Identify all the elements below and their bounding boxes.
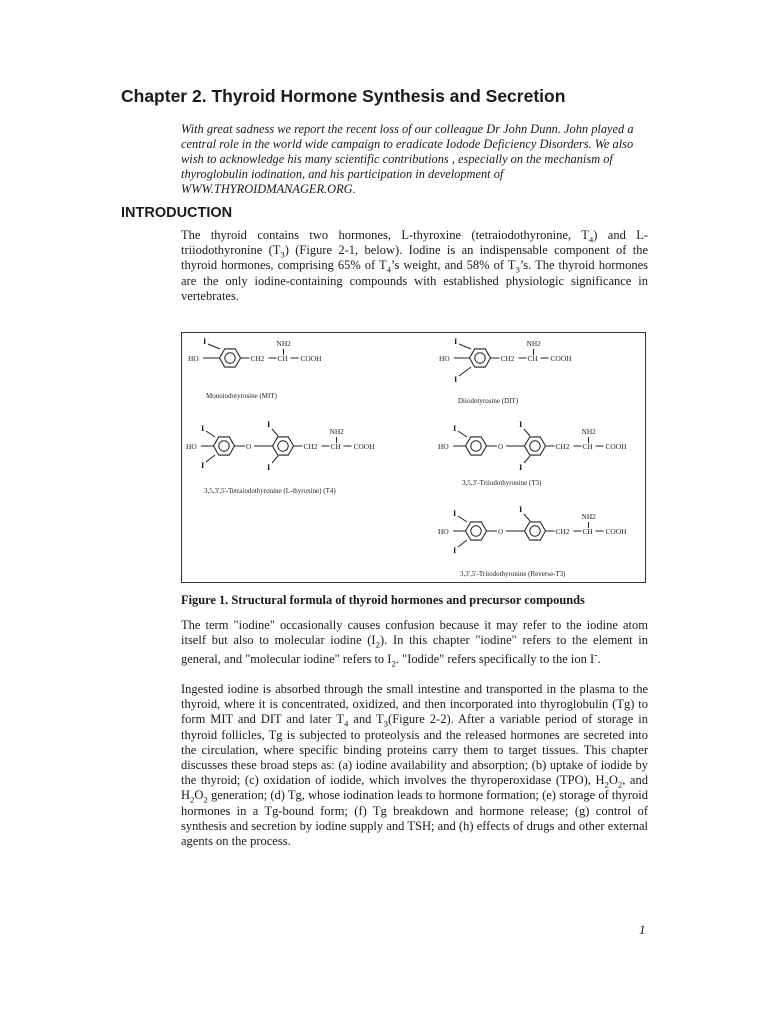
mit-benzene-ring	[220, 349, 241, 367]
bond-line	[272, 429, 278, 436]
subscript: 3	[515, 264, 520, 275]
amine-group-label: NH2	[581, 427, 596, 436]
paragraph-text-part: Ingested iodine is absorbed through the small intestine and transported in the plasma to the thyroid, where it is concentrated, oxidized, and then incorporated into thyroglobulin (Tg) to form MIT and DIT and later T	[181, 682, 648, 727]
subscript: 2	[604, 779, 609, 790]
figure-caption: Figure 1. Structural formula of thyroid hormones and precursor compounds	[181, 593, 585, 607]
carboxyl-group-label: COOH	[353, 442, 375, 451]
t4-iodine-label: I	[267, 419, 271, 429]
t4-inner-ring	[214, 437, 235, 455]
ether-oxygen-label: O	[498, 527, 504, 536]
rt3-iodine-label: I	[519, 504, 523, 514]
aromatic-circle	[471, 441, 481, 451]
aromatic-circle	[278, 441, 288, 451]
sidechain-ch2-label: CH2	[555, 527, 570, 536]
dit-benzene-ring	[470, 349, 491, 367]
intro-text-part: ’s weight, and 58% of T	[391, 258, 516, 273]
bond-line	[524, 456, 530, 463]
hydroxyl-label: HO	[439, 354, 450, 363]
t3-iodine-label: I	[519, 462, 523, 472]
subscript: 2	[391, 659, 396, 670]
alpha-carbon-label: CH	[582, 527, 593, 536]
t3-outer-ring	[525, 437, 546, 455]
paragraph-text-part: and T	[348, 712, 384, 727]
mit-iodine-label: I	[203, 336, 207, 346]
bond-line	[459, 367, 471, 376]
t4-iodine-label: I	[201, 460, 205, 470]
dedication-note: With great sadness we report the recent loss of our colleague Dr John Dunn. John played a central role in the world wide campaign to eradicate Iodode Deficiency Disorders. We also wish to acknowledge his many scientific contributions , especially on the mechanism of thyroglobulin iodination, and his participation in development of WWW.THYROIDMANAGER.ORG.	[181, 122, 634, 196]
amine-group-label: NH2	[329, 427, 344, 436]
amine-group-label: NH2	[276, 339, 291, 348]
t4-iodine-label: I	[267, 462, 271, 472]
superscript: -	[594, 650, 598, 662]
chapter-title: Chapter 2. Thyroid Hormone Synthesis and Secretion	[121, 86, 566, 106]
bond-line	[524, 514, 530, 521]
aromatic-circle	[225, 353, 235, 363]
subscript: 2	[203, 794, 208, 805]
paragraph-text-part: The term "iodine" occasionally causes confusion because it may refer to the iodine atom itself but also to molecular iodine (I	[181, 618, 648, 648]
iodine-metabolism-paragraph	[181, 682, 648, 849]
bond-line	[524, 429, 530, 436]
paragraph-text-part: (Figure 2-2). After a variable period of storage in thyroid follicles, Tg is subjected to proteolysis and the released hormones are secreted into the circulation, where specific binding proteins carry them to target tissues. This chapter discusses these broad steps as: (a) iodine availability and absorption; (b) uptake of iodide by the thyroid; (c) oxidation of iodide, which involves the thyroperoxidase (TPO), H	[181, 712, 648, 788]
hydroxyl-label: HO	[438, 442, 449, 451]
paragraph-text	[181, 682, 648, 849]
compound-name-t3: 3,5,3'-Triiodothyronine (T3)	[462, 479, 542, 487]
compound-name-rt3: 3,3',5'-Triiodothyronine (Reverse-T3)	[460, 570, 566, 578]
sidechain-ch2-label: CH2	[555, 442, 570, 451]
bond-line	[458, 431, 467, 437]
intro-paragraph	[181, 228, 648, 304]
amine-group-label: NH2	[526, 339, 541, 348]
bond-line	[458, 540, 467, 547]
hydroxyl-label: HO	[188, 354, 199, 363]
dit-iodine-label: I	[454, 336, 458, 346]
paragraph-text-part: O	[608, 773, 618, 788]
iodine-terminology-paragraph	[181, 618, 648, 668]
subscript: 4	[588, 234, 594, 245]
alpha-carbon-label: CH	[277, 354, 288, 363]
paragraph-text-part: ). In this chapter "iodine" refers to the element in general, and "molecular iodine" refers to I	[181, 633, 649, 667]
bond-line	[459, 344, 471, 349]
subscript: 2	[190, 794, 195, 805]
bond-line	[206, 455, 215, 462]
carboxyl-group-label: COOH	[605, 527, 627, 536]
aromatic-circle	[219, 441, 229, 451]
subscript: 4	[386, 264, 392, 275]
ether-oxygen-label: O	[498, 442, 504, 451]
paragraph-text	[181, 618, 648, 668]
sidechain-ch2-label: CH2	[250, 354, 265, 363]
carboxyl-group-label: COOH	[300, 354, 322, 363]
intro-text-part: ) and L-triiodothyronine (T	[181, 228, 649, 258]
section-heading-introduction: INTRODUCTION	[121, 205, 233, 221]
subscript: 2	[375, 639, 380, 650]
subscript: 2	[617, 779, 623, 790]
compound-name-mit: Monoiodotyrosine (MIT)	[206, 392, 277, 400]
compound-name-t4: 3,5,3',5'-Tetraiodothyronine (L-thyroxine) (T4)	[204, 487, 336, 495]
carboxyl-group-label: COOH	[605, 442, 627, 451]
hydroxyl-label: HO	[438, 527, 449, 536]
subscript: 3	[280, 249, 285, 260]
bond-line	[272, 456, 278, 463]
intro-text-part: ’s. The thyroid hormones are the only iodine-containing compounds with established physiologic significance in vertebrates.	[181, 258, 648, 303]
ether-oxygen-label: O	[246, 442, 252, 451]
alpha-carbon-label: CH	[330, 442, 341, 451]
paragraph-text-part: O	[194, 788, 204, 803]
intro-text-part: ) (Figure 2-1, below). Iodine is an indispensable component of the thyroid hormones, comprising 65% of T	[181, 243, 648, 273]
t4-outer-ring	[273, 437, 294, 455]
paragraph-text-part: generation; (d) Tg, whose iodination leads to hormone formation; (e) storage of thyroid hormones in a Tg-bound form; (f) Tg breakdown and hormone release; (g) control of synthesis and secretion by iodine supply and TSH; and (h) effects of drugs and other external agents on the process.	[181, 788, 648, 849]
sidechain-ch2-label: CH2	[303, 442, 318, 451]
aromatic-circle	[471, 526, 481, 536]
intro-text	[181, 228, 648, 304]
carboxyl-group-label: COOH	[550, 354, 572, 363]
subscript: 3	[383, 718, 389, 729]
bond-line	[208, 344, 220, 349]
dit-iodine-label: I	[454, 374, 458, 384]
rt3-iodine-label: I	[453, 508, 457, 518]
hydroxyl-label: HO	[186, 442, 197, 451]
intro-text-part: The thyroid contains two hormones, L-thyroxine (tetraiodothyronine, T	[181, 228, 589, 242]
aromatic-circle	[530, 441, 540, 451]
aromatic-circle	[475, 353, 485, 363]
page-number: 1	[639, 922, 646, 937]
figure-structural-formulas	[181, 332, 646, 583]
amine-group-label: NH2	[581, 512, 596, 521]
t3-iodine-label: I	[453, 423, 457, 433]
t4-iodine-label: I	[201, 423, 205, 433]
rt3-iodine-label: I	[453, 545, 457, 555]
sidechain-ch2-label: CH2	[500, 354, 515, 363]
t3-iodine-label: I	[519, 419, 523, 429]
aromatic-circle	[530, 526, 540, 536]
rt3-outer-ring	[525, 522, 546, 540]
alpha-carbon-label: CH	[527, 354, 538, 363]
bond-line	[206, 431, 215, 437]
subscript: 4	[343, 718, 349, 729]
rt3-inner-ring	[466, 522, 487, 540]
t3-inner-ring	[466, 437, 487, 455]
structural-formulas-drawing	[182, 333, 645, 582]
compound-name-dit: Diiodotyrosine (DIT)	[458, 397, 519, 405]
paragraph-text-part: , and H	[181, 773, 648, 803]
paragraph-text-part: .	[597, 652, 601, 667]
alpha-carbon-label: CH	[582, 442, 593, 451]
paragraph-text-part: . "Iodide" refers specifically to the ion I	[395, 652, 595, 667]
bond-line	[458, 516, 467, 522]
